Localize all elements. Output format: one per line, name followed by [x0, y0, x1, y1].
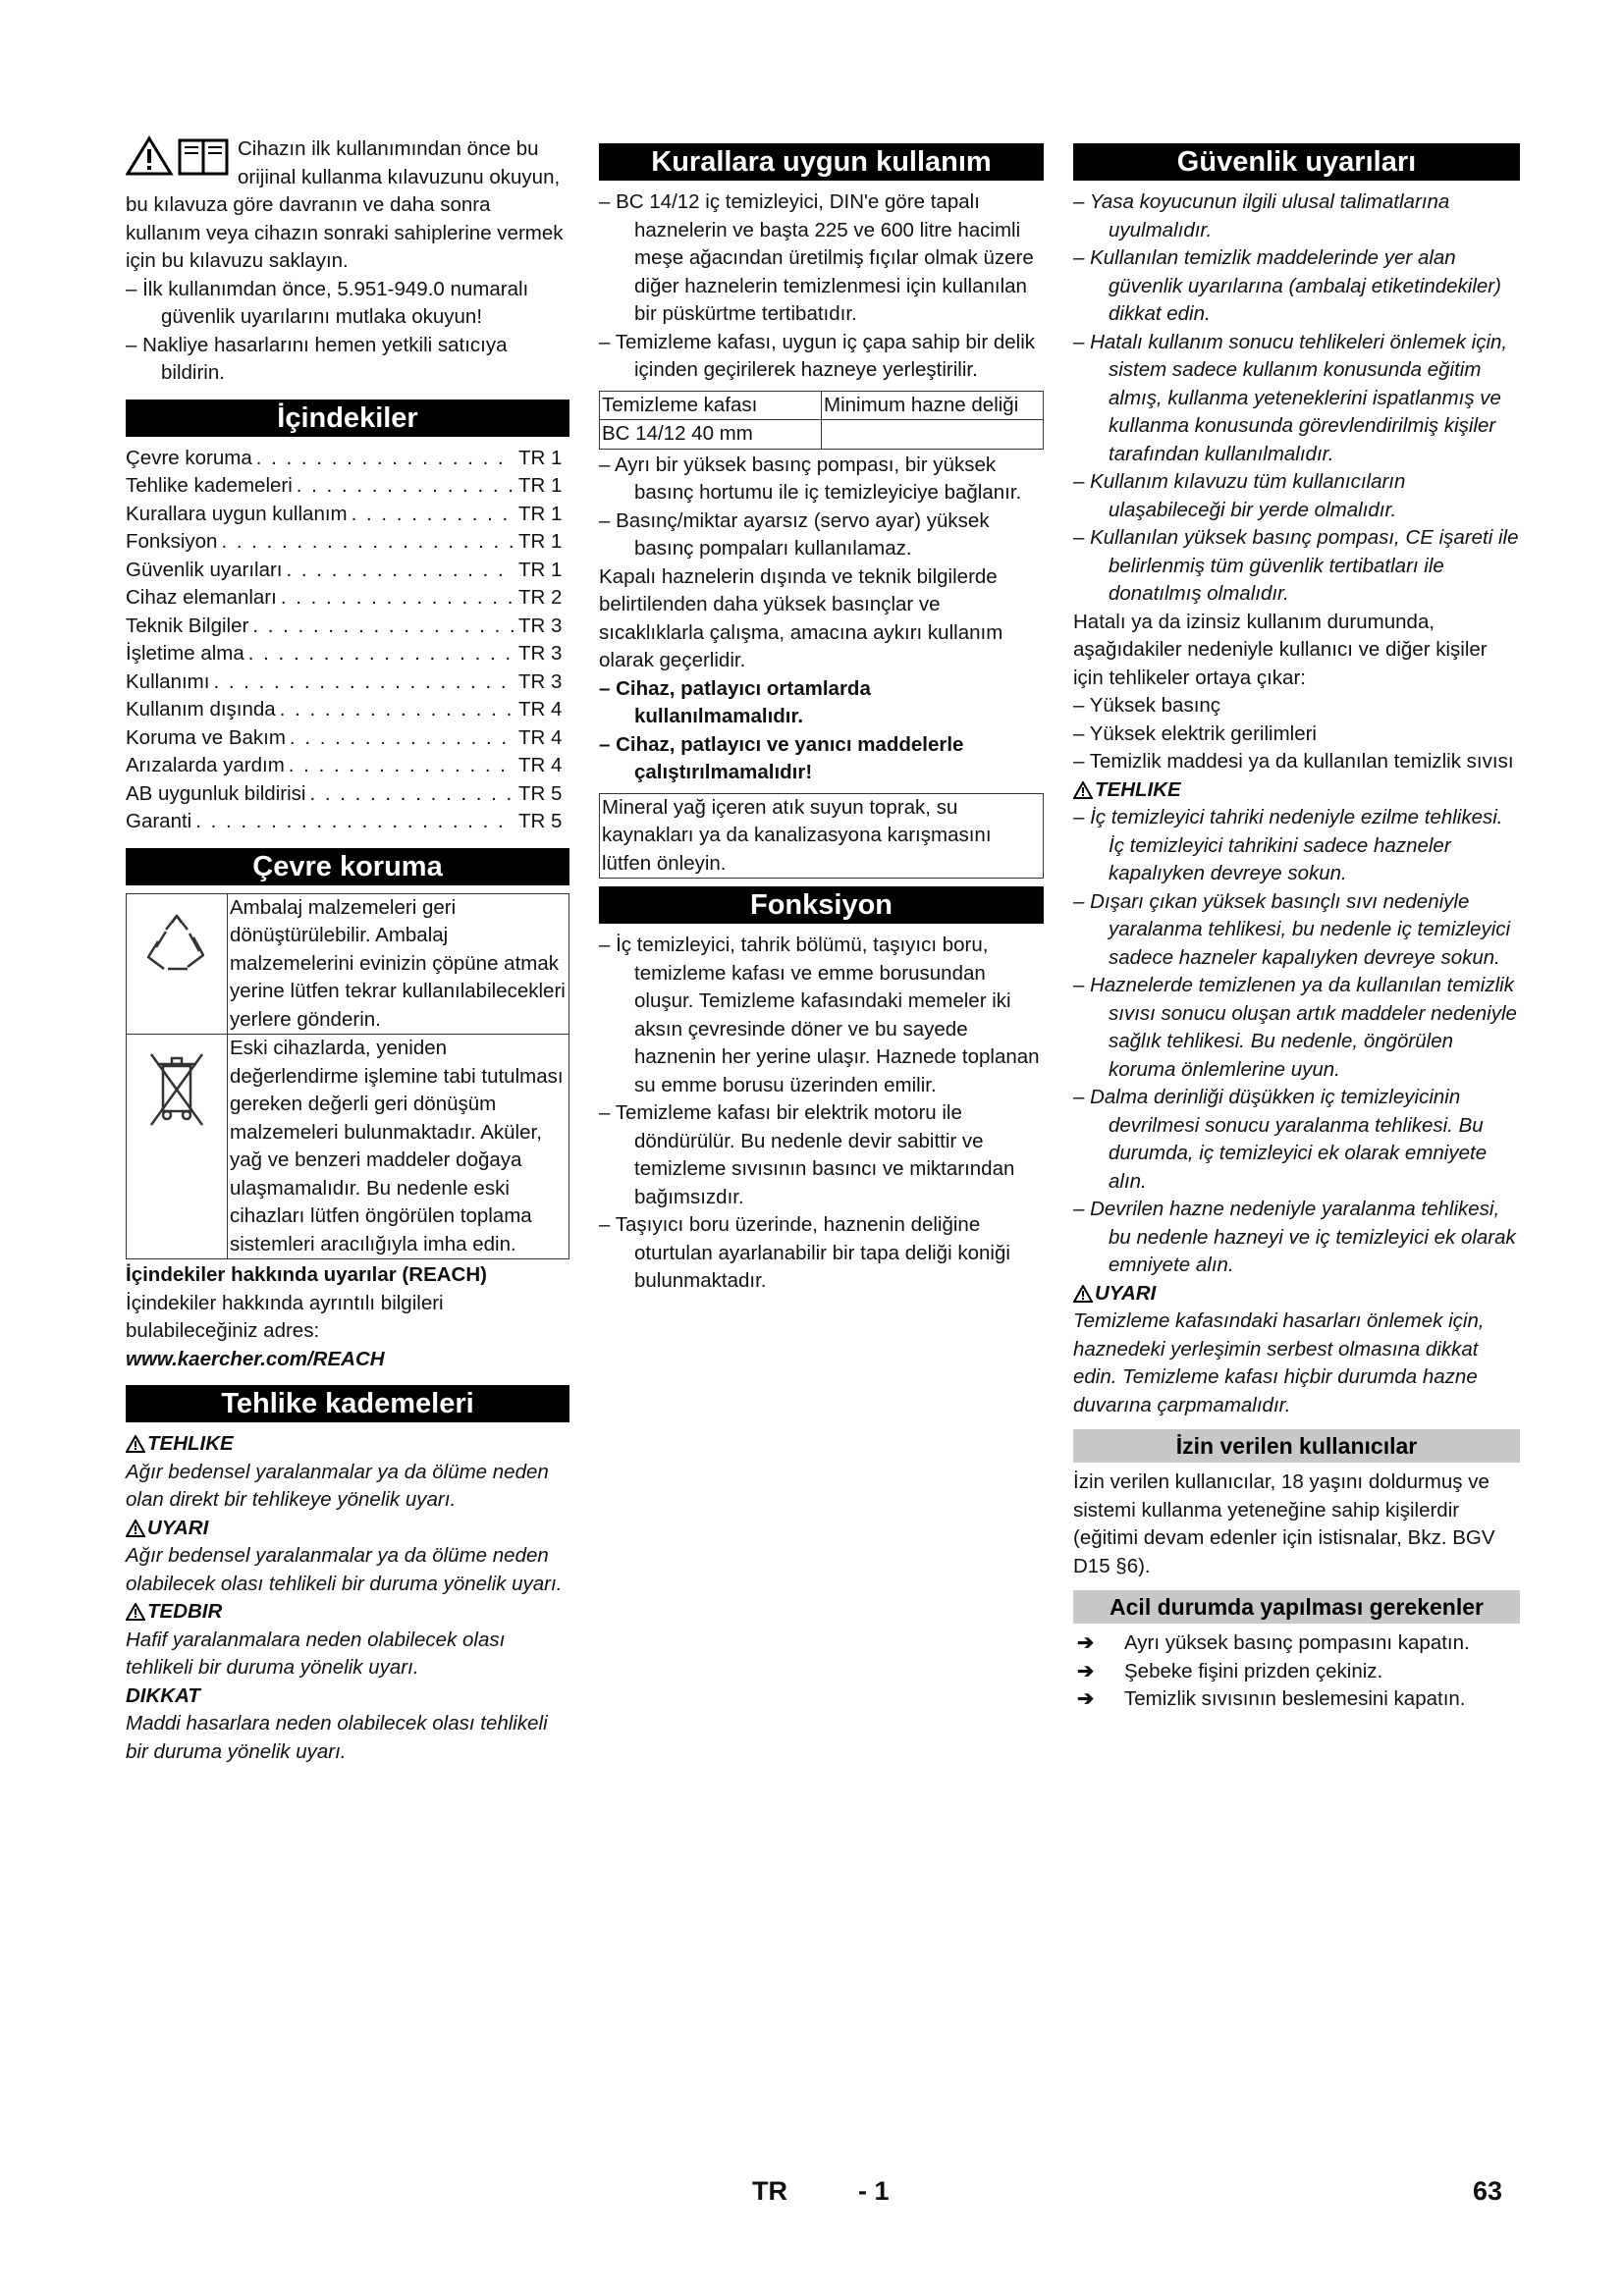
toc-entry[interactable]: Arızalarda yardım . . . TR 4 [126, 752, 569, 780]
warning-triangle-icon [1073, 1285, 1093, 1303]
safety-item: – Yasa koyucunun ilgili ulusal talimatlarına uyulmalıdır. [1073, 190, 1450, 241]
toc-entry[interactable]: Koruma ve Bakım . . . TR 4 [126, 724, 569, 753]
hazard-levels [126, 1430, 569, 1766]
environment-heading: Çevre koruma [126, 848, 569, 885]
safety-heading: Güvenlik uyarıları [1073, 143, 1520, 181]
toc-entry[interactable]: Güvenlik uyarıları . . . TR 1 [126, 557, 569, 585]
spec-table [599, 391, 1044, 450]
emergency-item: ➔ Şebeke fişini prizden çekiniz. [1073, 1658, 1520, 1686]
recycle-icon [127, 894, 228, 1035]
intro-item: – Nakliye hasarlarını hemen yetkili satıcıya bildirin. [126, 333, 508, 384]
warning-triangle-icon [126, 1603, 145, 1621]
intro-item: – İlk kullanımdan önce, 5.951-949.0 numaralı güvenlik uyarılarını mutlaka okuyun! [126, 277, 529, 328]
toc-entry[interactable]: Cihaz elemanları . . . TR 2 [126, 584, 569, 613]
safety-danger-item: – İç temizleyici tahriki nedeniyle ezilme tehlikesi. İç temizleyici tahrikini sadece hazneler kapalıyken devreye sokun. [1073, 806, 1503, 884]
intended-use-item: – Ayrı bir yüksek basınç pompası, bir yüksek basınç hortumu ile iç temizleyiciye bağlanır. [599, 453, 1022, 504]
safety-plain-item: – Yüksek elektrik gerilimleri [1073, 721, 1317, 745]
toc-entry[interactable]: Kurallara uygun kullanım . . . TR 1 [126, 501, 569, 529]
reach-text: İçindekiler hakkında ayrıntılı bilgileri bulabileceğiniz adres: [126, 1291, 444, 1342]
hazard-text: Ağır bedensel yaralanmalar ya da ölüme neden olan direkt bir tehlikeye yönelik uyarı. [126, 1460, 549, 1511]
toc-entry[interactable]: Kullanım dışında . . . TR 4 [126, 696, 569, 724]
disposal-text: Eski cihazlarda, yeniden değerlendirme işlemine tabi tutulması gereken değerli geri dönüşüm malzemeleri bulunmaktadır. Aküler, yağ ve benzeri maddeler doğaya ulaşmamalıdır. Bu nedenle eski cihazları lütfen öngörülen toplama sistemleri aracılığıyla imha edin. [230, 1037, 564, 1255]
safety-danger-item: – Haznelerde temizlenen ya da kullanılan temizlik sıvısı sonucu oluşan artık maddeler nedeniyle sağlık tehlikesi. Bu nedenle, öngörülen koruma önlemlerine uyun. [1073, 974, 1517, 1081]
recycle-text: Ambalaj malzemeleri geri dönüştürülebilir. Ambalaj malzemelerini evinizin çöpüne atmak yerine lütfen tekrar kullanılabilecekleri yerlere gönderin. [230, 895, 566, 1031]
toc-entry[interactable]: Tehlike kademeleri . . . TR 1 [126, 472, 569, 501]
safety-item: – Hatalı kullanım sonucu tehlikeleri önlemek için, sistem sadece kullanım konusunda eğitim almış, kullanma yeteneklerini ispatlanmış ve kullanma konusunda görevlendirilmiş kişiler tarafından kullanılmalıdır. [1073, 330, 1508, 465]
safety-danger-item: – Dışarı çıkan yüksek basınçlı sıvı nedeniyle yaralanma tehlikesi, bu nedenle iç temizleyici sadece hazneler kapalıyken devreye sokun. [1073, 889, 1511, 969]
emergency-heading: Acil durumda yapılması gerekenler [1073, 1590, 1520, 1624]
function-item: – Taşıyıcı boru üzerinde, haznenin deliğine oturtulan ayarlanabilir bir tapa deliği koniği bulunmaktadır. [599, 1213, 1010, 1292]
safety-item: – Kullanım kılavuzu tüm kullanıcıların ulaşabileceği bir yerde olmalıdır. [1073, 470, 1406, 521]
table-row [600, 420, 1044, 450]
safety-plain-item: – Temizlik maddesi ya da kullanılan temizlik sıvısı [1073, 750, 1514, 773]
safety-item: – Kullanılan temizlik maddelerinde yer alan güvenlik uyarılarına (ambalaj etiketindekiler) dikkat edin. [1073, 246, 1501, 325]
function-heading: Fonksiyon [599, 886, 1044, 924]
footer-section-number: - 1 [858, 2176, 890, 2206]
table-cell [822, 420, 1044, 450]
safety-plain-item: – Yüksek basınç [1073, 694, 1221, 717]
intro-text: Cihazın ilk kullanımından önce bu orijinal kullanma kılavuzunu okuyun, bu kılavuza göre davranın ve daha sonra kullanım veya cihazın sonraki sahiplerine vermek için bu kılavuzu saklayın. [126, 137, 564, 272]
hazard-heading: Tehlike kademeleri [126, 1385, 569, 1422]
reach-heading: İçindekiler hakkında uyarılar (REACH) [126, 1263, 487, 1286]
intended-use-para: Kapalı haznelerin dışında ve teknik bilgilerde belirtilenden daha yüksek basınçlar ve sıcaklıklarla çalışma, amacına aykırı kullanım olarak geçerlidir. [599, 564, 1003, 671]
warning-manual-icon [126, 135, 232, 186]
hazard-text: Hafif yaralanmalara neden olabilecek olası tehlikeli bir duruma yönelik uyarı. [126, 1628, 506, 1679]
safety-para: Hatalı ya da izinsiz kullanım durumunda, aşağıdakiler nedeniyle kullanıcı ve diğer kişiler için tehlikeler ortaya çıkar: [1073, 610, 1488, 689]
hazard-label-warning: UYARI [126, 1515, 569, 1543]
intended-use-item: – Basınç/miktar ayarsız (servo ayar) yüksek basınç pompaları kullanılamaz. [599, 508, 990, 560]
toc-entry[interactable]: AB uygunluk bildirisi . . . TR 5 [126, 780, 569, 809]
table-header-cell: Temizleme kafası [600, 391, 822, 420]
table-cell: BC 14/12 40 mm [600, 420, 822, 450]
hazard-text: Maddi hasarlara neden olabilecek olası tehlikeli bir duruma yönelik uyarı. [126, 1712, 548, 1763]
table-row [600, 391, 1044, 420]
toc-entry[interactable]: Kullanımı . . . TR 3 [126, 668, 569, 697]
toc-list [126, 445, 569, 836]
toc-entry[interactable]: Teknik Bilgiler . . . TR 3 [126, 613, 569, 641]
users-text: İzin verilen kullanıcılar, 18 yaşını doldurmuş ve sistemi kullanma yeteneğine sahip kişilerdir (eğitimi devam edenler için istisnalar, Bkz. BGV D15 §6). [1073, 1470, 1495, 1577]
intended-use-bold-item: – Cihaz, patlayıcı ortamlarda kullanılmamalıdır. [599, 676, 871, 727]
warning-triangle-icon [126, 1520, 145, 1537]
toc-entry[interactable]: Çevre koruma . . . TR 1 [126, 445, 569, 473]
toc-heading: İçindekiler [126, 400, 569, 437]
safety-danger-item: – Dalma derinliği düşükken iç temizleyicinin devrilmesi sonucu yaralanma tehlikesi. Bu durumda, iç temizleyici ek olarak emniyete alın. [1073, 1086, 1488, 1193]
function-item: – Temizleme kafası bir elektrik motoru ile döndürülür. Bu nedenle devir sabittir ve temizleme sıvısının basıncı ve miktarından bağımsızdır. [599, 1101, 1015, 1208]
environment-box [126, 893, 569, 1260]
column-right [1073, 135, 1520, 1714]
footer-page-number: 63 [1473, 2176, 1503, 2206]
footer-language: TR [752, 2176, 787, 2206]
toc-entry[interactable]: Fonksiyon . . . TR 1 [126, 528, 569, 557]
warning-triangle-icon [126, 1435, 145, 1453]
toc-entry[interactable]: Garanti . . . TR 5 [126, 808, 569, 836]
hazard-label-caution: TEDBIR [126, 1598, 569, 1627]
column-left [126, 135, 569, 1766]
safety-warning-text: Temizleme kafasındaki hasarları önlemek için, haznedeki yerleşimin serbest olmasına dikkat edin. Temizleme kafası hiçbir durumda hazne duvarına çarpmamalıdır. [1073, 1309, 1485, 1416]
toc-entry[interactable]: İşletime alma . . . TR 3 [126, 640, 569, 668]
intro-section [126, 135, 569, 388]
environment-note: Mineral yağ içeren atık suyun toprak, su kaynakları ya da kanalizasyona karışmasını lütfen önleyin. [599, 793, 1044, 880]
crossed-bin-icon [127, 1035, 228, 1258]
table-header-cell: Minimum hazne deliği [822, 391, 1044, 420]
safety-item: – Kullanılan yüksek basınç pompası, CE işareti ile belirlenmiş tüm güvenlik tertibatları ile donatılmış olmalıdır. [1073, 526, 1519, 605]
users-heading: İzin verilen kullanıcılar [1073, 1429, 1520, 1463]
hazard-label-danger: TEHLIKE [126, 1430, 569, 1459]
intended-use-bold-item: – Cihaz, patlayıcı ve yanıcı maddelerle çalıştırılmamalıdır! [599, 732, 964, 783]
safety-warning-label: UYARI [1073, 1280, 1520, 1308]
intended-use-heading: Kurallara uygun kullanım [599, 143, 1044, 181]
column-middle [599, 135, 1044, 1296]
safety-danger-item: – Devrilen hazne nedeniyle yaralanma tehlikesi, bu nedenle hazneyi ve iç temizleyici ek olarak emniyete alın. [1073, 1198, 1516, 1276]
intended-use-item: – BC 14/12 iç temizleyici, DIN'e göre tapalı haznelerin ve başta 225 ve 600 litre hacimli meşe ağacından üretilmiş fıçılar olmak üzere diğer haznelerin temizlenmesi için kullanılan bir püskürtme tertibatıdır. [599, 190, 1034, 325]
emergency-item: ➔ Temizlik sıvısının beslemesini kapatın. [1073, 1685, 1520, 1714]
safety-danger-label: TEHLIKE [1073, 776, 1520, 805]
function-item: – İç temizleyici, tahrik bölümü, taşıyıcı boru, temizleme kafası ve emme borusundan oluşur. Temizleme kafasındaki memeler iki aksın çevresinde döner ve bu sayede haznenin her yerine ulaşır. Haznede toplanan su emme borusu üzerinden emilir. [599, 934, 1040, 1096]
warning-triangle-icon [1073, 781, 1093, 799]
reach-url-link[interactable]: www.kaercher.com/REACH [126, 1347, 385, 1370]
intended-use-item: – Temizleme kafası, uygun iç çapa sahip bir delik içinden geçirilerek hazneye yerleştirilir. [599, 330, 1036, 381]
hazard-label-attention: DIKKAT [126, 1683, 200, 1707]
emergency-item: ➔ Ayrı yüksek basınç pompasını kapatın. [1073, 1629, 1520, 1658]
hazard-text: Ağır bedensel yaralanmalar ya da ölüme neden olabilecek olası tehlikeli bir duruma yönelik uyarı. [126, 1544, 563, 1595]
